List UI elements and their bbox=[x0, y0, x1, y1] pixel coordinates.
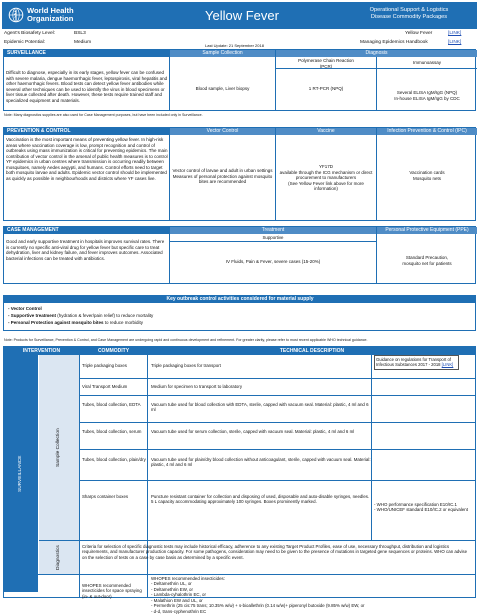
description-cell: Vacuum tube used for serum collection, sterile, capped with vacuum seal. Material: plastic, 4 ml and 6 ml bbox=[151, 429, 355, 434]
immunoassay-header: Immunoassay bbox=[412, 60, 441, 65]
commodity-cell: Triple packaging boxes bbox=[82, 363, 127, 368]
sample-collection-header: Sample Collection bbox=[170, 50, 275, 57]
description-cell: Medium for specimen to transport to laboratory bbox=[151, 384, 243, 389]
prevention-title: PREVENTION & CONTROL bbox=[4, 128, 169, 135]
description-cell: Triple packaging boxes for transport bbox=[151, 363, 221, 368]
ppe-line1: Standard Precaution, bbox=[405, 255, 449, 260]
immunoassay-line1: Several ELISA IgM/IgG (NPQ) bbox=[396, 90, 458, 95]
whopes-commodity: WHOPES recommended insecticides for space spraying (in- & out-door) bbox=[82, 583, 142, 599]
whopes-item: - Deltamethrin EW, or bbox=[151, 586, 193, 592]
whopes-item: - Malathion EW and UL, or bbox=[151, 597, 203, 603]
technical-description-header: TECHNICAL DESCRIPTION bbox=[148, 347, 476, 355]
key-item-supportive bbox=[8, 313, 153, 318]
key-activities-title: Key outbreak control activities considered for material supply bbox=[4, 296, 476, 303]
treatment-text: IV Fluids, Pain & Fever, severe cases (15-20%) bbox=[225, 259, 321, 264]
key-item-vector-control bbox=[8, 306, 42, 311]
key-item-3-rest: to reduce morbidity bbox=[103, 320, 144, 325]
banner-subtitle bbox=[349, 7, 469, 22]
ipc-text bbox=[377, 170, 477, 181]
who-emblem-icon bbox=[8, 7, 24, 23]
key-item-1-bold: - Vector Control bbox=[8, 306, 42, 311]
vaccine-text bbox=[278, 164, 374, 192]
sample-collection-text: Blood sample, Liver biopsy bbox=[195, 86, 250, 91]
vaccine-line3: (See Yellow Fever link above for more information) bbox=[288, 180, 364, 192]
whopes-list bbox=[151, 576, 471, 614]
ipc-line2: Mosquito nets bbox=[412, 175, 441, 181]
key-item-2-bold: - Supportive treatment bbox=[8, 313, 57, 318]
commodity-header: COMMODITY bbox=[80, 347, 147, 355]
key-item-3-bold: - Personal Protection against mosquito bites bbox=[8, 320, 104, 325]
whopes-head: WHOPES recommended insecticides: bbox=[151, 576, 225, 581]
vaccine-line1: YF17D bbox=[318, 164, 333, 169]
ppe-line2: mosquito net for patients bbox=[402, 260, 452, 266]
description-cell: Vacuum tube used for plain/dry blood collection without anticoagulant, sterile, capped with vacuum seal. Material: plastic, 4 ml and 6 ml bbox=[151, 457, 371, 468]
handbook-link[interactable]: [LINK] bbox=[448, 40, 462, 45]
case-management-title: CASE MANAGEMENT bbox=[4, 227, 169, 234]
case-management-section bbox=[3, 226, 476, 284]
intervention-header: INTERVENTION bbox=[4, 347, 79, 355]
surveillance-section bbox=[3, 49, 476, 111]
biosafety-level-value: BSL3 bbox=[74, 31, 86, 36]
whopes-item: - d-d, trans-cyphenothrin EC bbox=[151, 608, 207, 614]
ipc-header: Infection Prevention & Control (IPC) bbox=[377, 128, 477, 135]
epidemic-potential-value: Medium bbox=[74, 40, 92, 45]
org-name-line1: World Health bbox=[27, 6, 74, 15]
commodity-cell: Sharps container boxes bbox=[82, 494, 129, 499]
description-cell: Vacuum tube used for blood collection with EDTA, sterile, capped with vacuum seal. Material: plastic, 4 ml and 6 ml bbox=[151, 402, 369, 413]
whopes-item: - Lambda-cyhalothrin EC, or bbox=[151, 592, 206, 598]
transport-guidance-link[interactable]: [LINK] bbox=[441, 362, 454, 368]
vaccine-header: Vaccine bbox=[276, 128, 376, 135]
disease-link-label: Yellow Fever bbox=[405, 31, 433, 36]
surveillance-note: Note: Many diagnostics supplies are also used for Case Management purposes, but have been included only in Surveillance. bbox=[4, 113, 203, 117]
case-management-description: Good and early supportive treatment in hospitals improves survival rates. There is currently no specific anti-viral drug for yellow fever but specific care to treat dehydration, liver and kidney failure, and fever improves outcomes. Associated bacterial infections can be treated with antibiotics. bbox=[6, 239, 165, 261]
treatment-header: Treatment bbox=[170, 227, 376, 234]
pcr-header-line2: (PCR) bbox=[319, 63, 333, 69]
table-row bbox=[4, 379, 475, 395]
subtitle-line2: Disease Commodity Packages bbox=[370, 14, 448, 21]
commodity-cell: Tubes, blood collection, EDTA bbox=[82, 402, 141, 407]
commodity-table bbox=[3, 346, 476, 614]
header-banner bbox=[2, 2, 477, 29]
immunoassay-text bbox=[377, 90, 477, 101]
org-name-line2: Organization bbox=[27, 13, 74, 23]
key-activities-box bbox=[3, 295, 476, 331]
biosafety-level-label: Agent's Biosafety Level: bbox=[4, 31, 56, 36]
sharps-standard-2: - WHO/UNICEF standard E10/IC.2 or equivalent bbox=[374, 507, 468, 513]
subtitle-line1: Operational Support & Logistics bbox=[369, 7, 449, 13]
pcr-text: 1 RT-PCR (NPQ) bbox=[308, 86, 344, 91]
whopes-item: - Permethrin (25 cis:75 trans; 10.35% w/w) + s-bioallethrin (0.14 w/w)+ piperonyl butoxide (9.85% w/w) EW, or bbox=[151, 603, 365, 609]
pcr-header-line1: Polymerase Chain Reaction bbox=[298, 58, 354, 63]
sharps-standard-1: - WHO performance specification E10/IC.1 bbox=[374, 502, 457, 507]
diagnostics-criteria: Criteria for selection of specific diagnostic tests may include historical efficacy, adherence to any existing Target Product Profiles, ease of use, necessary throughput, distribution and logistics requirements, and manufacturer production capacity. For some pathogens, consideration may need to be given to the presence of mutations in targeted gene sequences or proteins. WHO can advise on the selection of tests on a case by case basis as determined by a specific event. bbox=[82, 544, 468, 560]
key-item-protection bbox=[8, 320, 143, 325]
products-note: Note: Products for Surveillance, Prevention & Control, and Case Management are undergoing rapid and continuous development and refinement. For greater clarity, please refer to most recent applicable WHO technical guidance. bbox=[4, 338, 368, 342]
epidemic-potential-label: Epidemic Potential: bbox=[4, 40, 46, 45]
ppe-header: Personal Protective Equipment (PPE) bbox=[377, 227, 477, 234]
ipc-line1: Vaccination cards bbox=[409, 170, 445, 175]
disease-link[interactable]: [LINK] bbox=[448, 31, 462, 36]
org-name bbox=[27, 7, 74, 22]
whopes-item: - Deltamethrin UL, or bbox=[151, 581, 192, 587]
transport-guidance-text: Guidance on regulations for Transport of Infectious Substances 2017 - 2018 bbox=[376, 357, 451, 368]
transport-guidance-box bbox=[374, 355, 459, 370]
commodity-cell: Tubes, blood collection, plain/dry bbox=[82, 457, 146, 462]
immunoassay-line2: In-house ELISA IgM/IgG by CDC bbox=[394, 95, 460, 101]
supportive-header: Supportive bbox=[170, 235, 376, 241]
surveillance-group-label: SURVEILLANCE bbox=[4, 355, 38, 592]
table-row bbox=[4, 481, 475, 540]
vector-control-text bbox=[172, 168, 273, 185]
surveillance-description: Difficult to diagnose, especially in its early stages, yellow fever can be confused with severe malaria, dengue haemorrhagic fever, leptospirosis, viral hepatitis and other haemorrhagic fevers. Blood tests can detect yellow fever antibodies while several other techniques can be used to identify the virus in blood specimens or liver tissue collected after death. However, these tests require trained staff and specialized equipment and materials. bbox=[6, 70, 168, 103]
vector-control-header: Vector Control bbox=[170, 128, 275, 135]
sample-collection-label: Sample Collection bbox=[39, 355, 79, 540]
page-title: Yellow Fever bbox=[205, 8, 279, 23]
table-row bbox=[4, 423, 475, 449]
handbook-link-label: Managing Epidemics Handbook bbox=[360, 40, 428, 45]
vaccine-line2: available through the ICG mechanism or direct procurement to manufacturers bbox=[279, 169, 373, 181]
description-cell: Puncture resistant container for collection and disposing of used, disposable and auto-disable syringes, needles. 5 L capacity accommodating approximately 100 syringes. Boxes prominently marked. bbox=[151, 494, 370, 505]
surveillance-title: SURVEILLANCE bbox=[4, 50, 169, 57]
prevention-section bbox=[3, 127, 476, 221]
commodity-cell: Viral Transport Medium bbox=[82, 384, 128, 389]
key-item-2-rest: (hydration & fever/pain relief) to reduce mortality bbox=[56, 313, 154, 318]
vector-control-line1: Vector control of larvae and adult in urban settings bbox=[172, 168, 273, 173]
last-update: Last Update: 21 September 2018 bbox=[205, 43, 264, 48]
table-row bbox=[4, 450, 475, 480]
commodity-cell: Tubes, blood collection, serum bbox=[82, 429, 142, 434]
prevention-description: Vaccination is the most important means of preventing yellow fever. In high-risk areas where vaccination coverage is low, prompt recognition and control of outbreaks using mass immunization is critical for preventing epidemics. The main contribution of vector control in the arsenal of public health measures is to control YF epidemics in urban centres where transmission is occurring readily between mosquitoes, namely Aedes aegypti, and humans. Control efforts need to target both mosquito larvae and adults. Epidemic vector control should be implemented as quickly as possible in neighbourhoods and districts where YF cases live. bbox=[6, 137, 168, 182]
table-row bbox=[4, 396, 475, 422]
vector-control-line2: Measures of personal protection against mosquito bites are recommended bbox=[172, 173, 273, 185]
diagnostics-label: Diagnostics bbox=[39, 541, 79, 574]
sharps-standards bbox=[374, 502, 474, 513]
ppe-text bbox=[377, 255, 477, 266]
diagnosis-header: Diagnosis bbox=[276, 50, 477, 57]
